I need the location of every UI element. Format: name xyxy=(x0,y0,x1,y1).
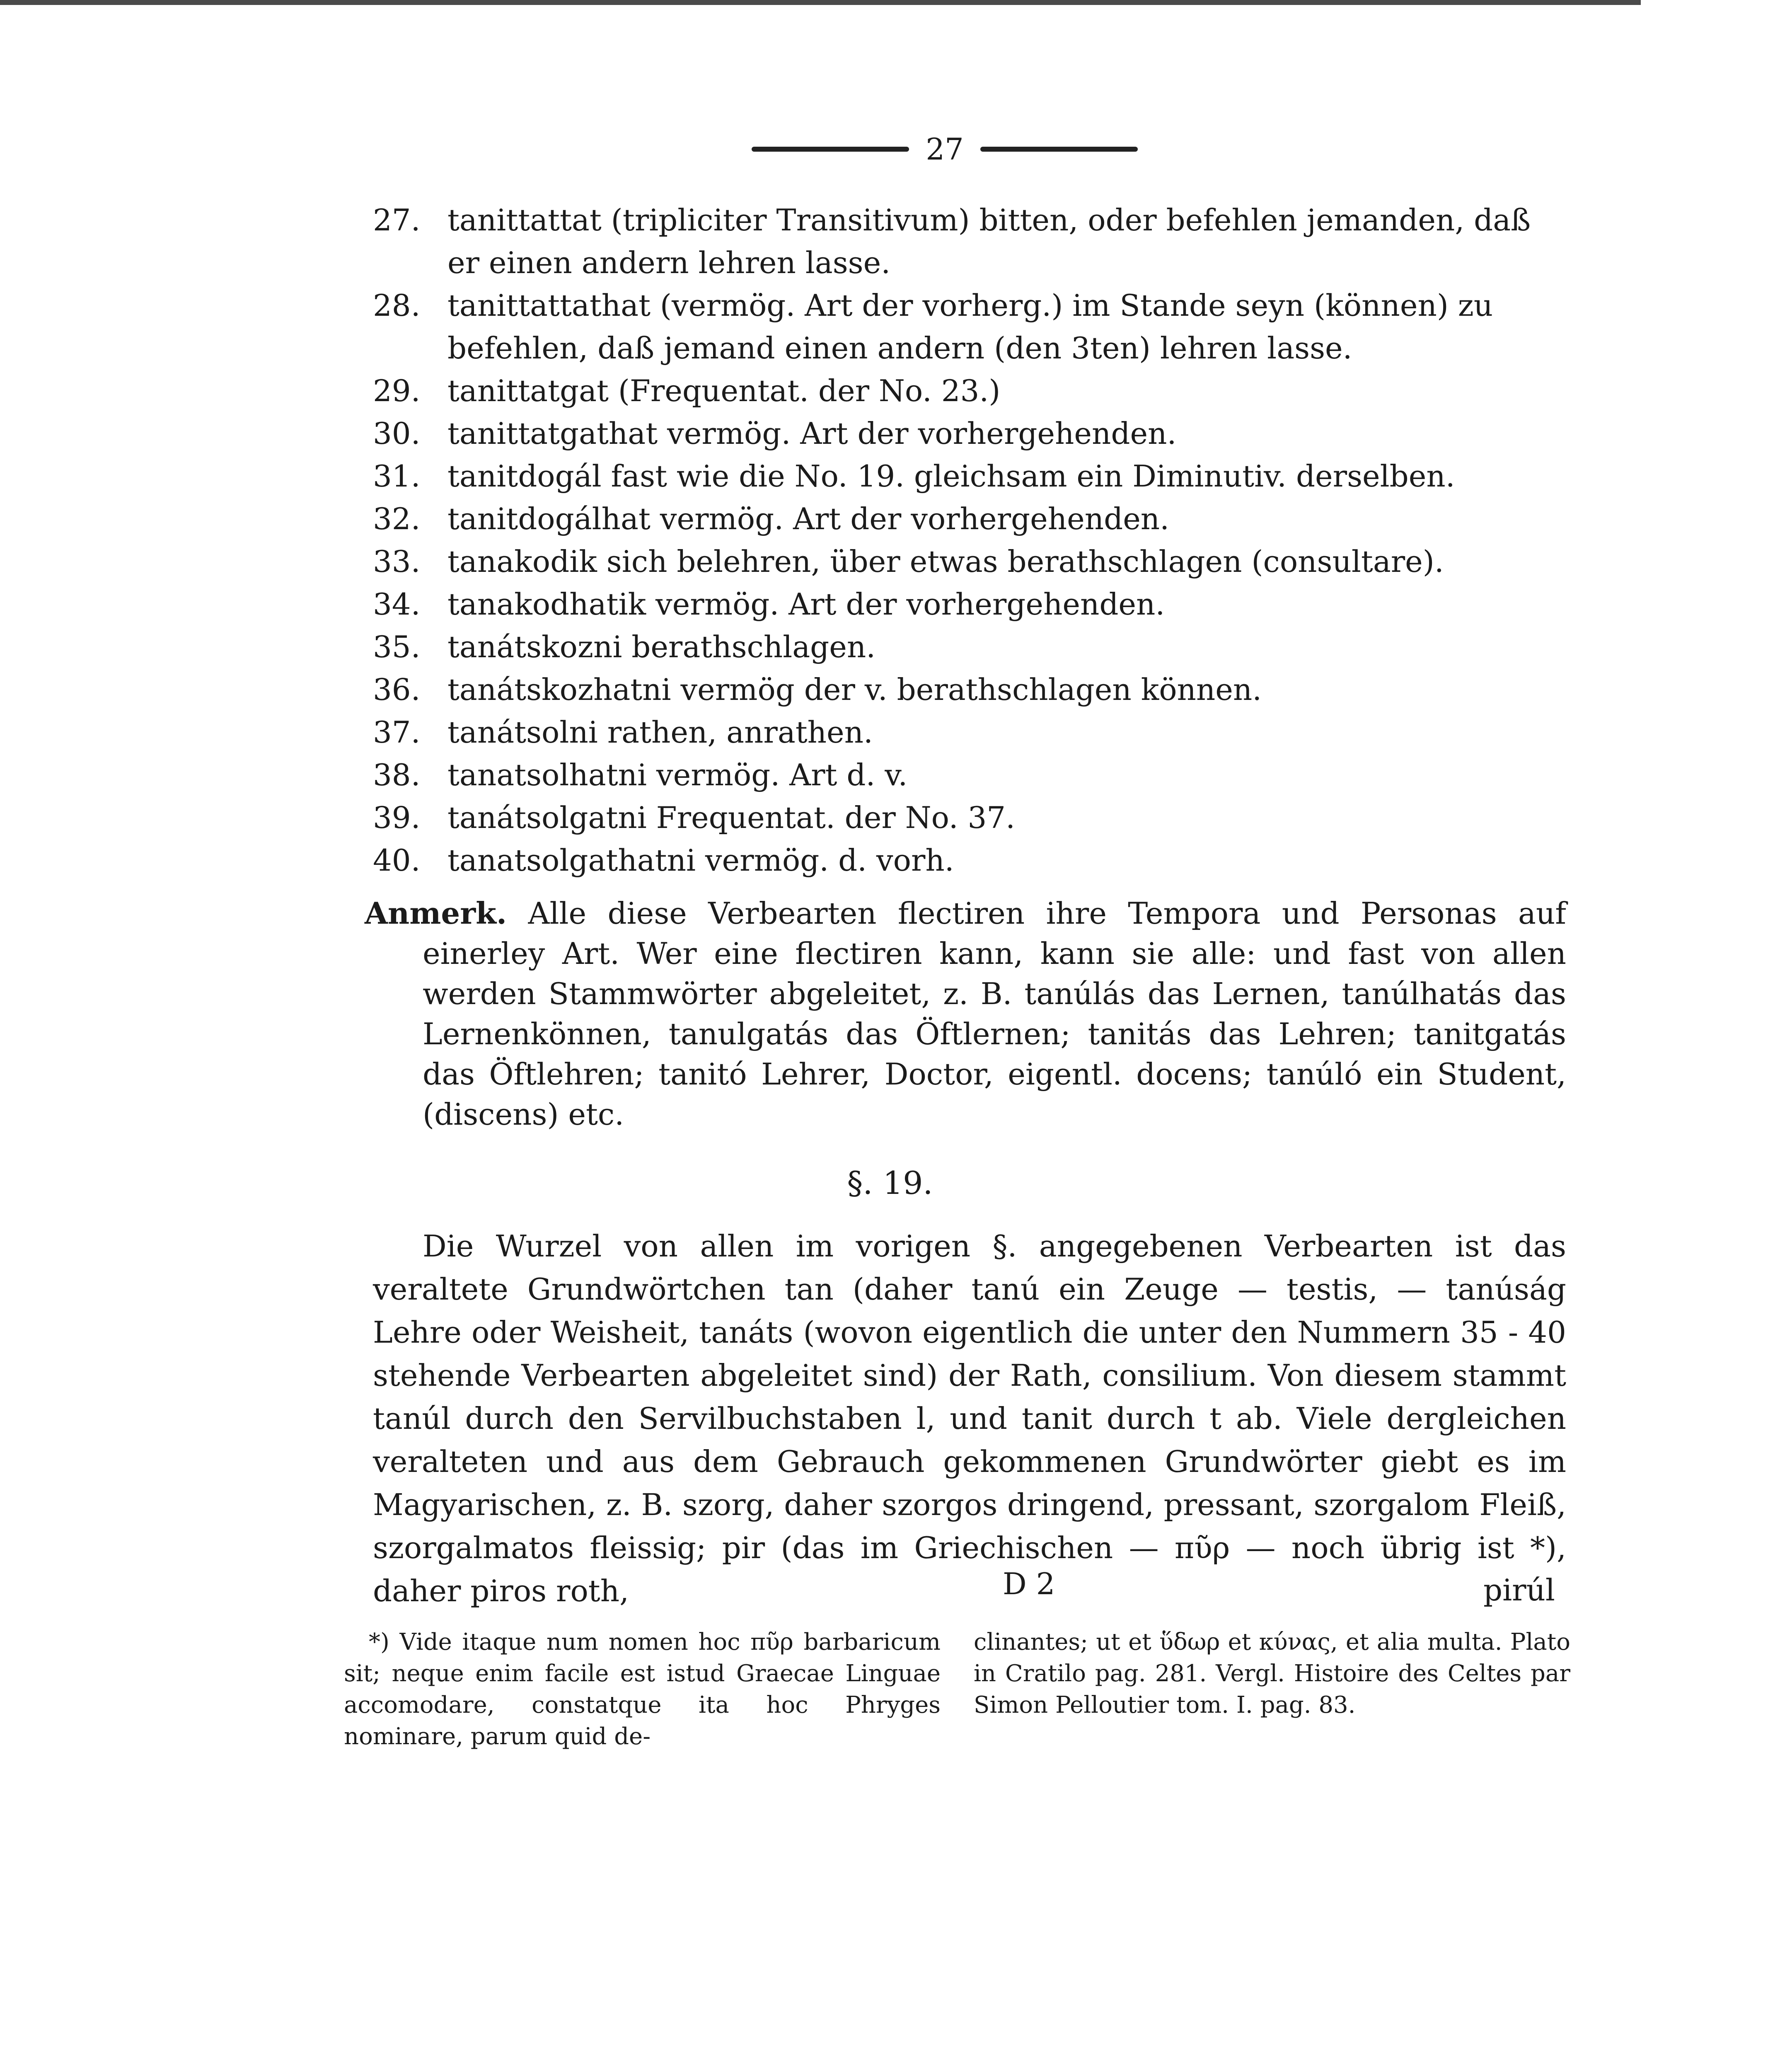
item-number: 34. xyxy=(373,587,421,622)
annotation-lead: Anmerk. xyxy=(365,896,507,931)
signature-mark: D 2 xyxy=(1003,1566,1055,1601)
item-text: tanittatgathat vermög. Art der vorhergehenden. xyxy=(447,416,1177,451)
list-item xyxy=(373,583,1566,626)
item-number: 40. xyxy=(373,843,421,878)
list-item xyxy=(373,839,1566,882)
footnotes xyxy=(344,1627,1570,1752)
item-text: tanatsolgathatni vermög. d. vorh. xyxy=(447,843,954,878)
item-text: tanitdogál fast wie die No. 19. gleichsam ein Diminutiv. derselben. xyxy=(447,459,1455,494)
item-text: tanátsolni rathen, anrathen. xyxy=(447,715,873,750)
annotation-paragraph xyxy=(365,893,1566,1135)
list-item xyxy=(373,668,1566,711)
body-paragraph xyxy=(373,1225,1566,1612)
item-text: tanátskozni berathschlagen. xyxy=(447,629,876,664)
item-text: tanatsolhatni vermög. Art d. v. xyxy=(447,758,908,792)
header-rule-right xyxy=(980,147,1138,152)
scan-top-edge xyxy=(0,0,1641,5)
catchword: pirúl xyxy=(1483,1573,1555,1607)
list-item xyxy=(373,412,1566,455)
section-heading: §. 19. xyxy=(847,1164,933,1201)
item-number: 28. xyxy=(373,288,421,323)
item-text: tanakodhatik vermög. Art der vorhergehenden. xyxy=(447,587,1165,622)
footnote-left-column: *) Vide itaque num nomen hoc πῦρ barbaricum sit; neque enim facile est istud Graecae Linguae accomodare, constatque ita hoc Phryges nominare, parum quid de- xyxy=(344,1629,941,1750)
item-text: tanátskozhatni vermög der v. berathschlagen können. xyxy=(447,672,1262,707)
item-number: 33. xyxy=(373,544,421,579)
page-number: 27 xyxy=(926,132,964,167)
header-rule-left xyxy=(752,147,909,152)
list-item xyxy=(373,498,1566,540)
item-number: 29. xyxy=(373,373,421,408)
list-item xyxy=(373,626,1566,668)
body-paragraph-text: Die Wurzel von allen im vorigen §. angegebenen Verbearten ist das veraltete Grundwörtchen tan (daher tanú ein Zeuge — testis, — tanúság Lehre oder Weisheit, tanáts (wovon eigentlich die unter den Nummern 35 - 40 stehende Verbearten abgeleitet sind) der Rath, consilium. Von diesem stammt tanúl durch den Servilbuchstaben l, und tanit durch t ab. Viele dergleichen veralteten und aus dem Gebrauch gekommenen Grundwörter giebt es im Magyarischen, z. B. szorg, daher szorgos dringend, pressant, szorgalom Fleiß, szorgalmatos fleissig; pir (das im Griechischen — πῦρ — noch übrig ist *), daher piros roth, xyxy=(373,1229,1566,1608)
item-number: 39. xyxy=(373,800,421,835)
item-text: tanitdogálhat vermög. Art der vorhergehenden. xyxy=(447,501,1170,536)
item-text: tanittattathat (vermög. Art der vorherg.) im Stande seyn (können) zu befehlen, daß jemand einen andern (den 3ten) lehren lasse. xyxy=(447,288,1493,366)
item-number: 30. xyxy=(373,416,421,451)
item-number: 31. xyxy=(373,459,421,494)
item-number: 36. xyxy=(373,672,421,707)
item-text: tanátsolgatni Frequentat. der No. 37. xyxy=(447,800,1016,835)
list-item xyxy=(373,370,1566,412)
item-number: 35. xyxy=(373,629,421,664)
item-text: tanakodik sich belehren, über etwas berathschlagen (consultare). xyxy=(447,544,1444,579)
item-number: 32. xyxy=(373,501,421,536)
list-item xyxy=(373,455,1566,498)
list-item xyxy=(373,796,1566,839)
verb-forms-list xyxy=(373,199,1566,882)
item-number: 27. xyxy=(373,203,421,237)
item-text: tanittatgat (Frequentat. der No. 23.) xyxy=(447,373,1001,408)
footnote-right-column: clinantes; ut et ὕδωρ et κύνας, et alia multa. Plato in Cratilo pag. 281. Vergl. Histoire des Celtes par Simon Pelloutier tom. I. pag. 83. xyxy=(974,1629,1570,1719)
page-header xyxy=(721,133,1168,166)
annotation-text: Alle diese Verbearten flectiren ihre Tempora und Personas auf einerley Art. Wer eine flectiren kann, kann sie alle: und fast von allen werden Stammwörter abgeleitet, z. B. tanúlás das Lernen, tanúlhatás das Lernenkönnen, tanulgatás das Öftlernen; tanitás das Lehren; tanitgatás das Öftlehren; tanitó Lehrer, Doctor, eigentl. docens; tanúló ein Student, (discens) etc. xyxy=(423,896,1566,1132)
item-text: tanittattat (tripliciter Transitivum) bitten, oder befehlen jemanden, daß er einen andern lehren lasse. xyxy=(447,203,1531,280)
list-item xyxy=(373,199,1566,284)
list-item xyxy=(373,754,1566,796)
item-number: 37. xyxy=(373,715,421,750)
item-number: 38. xyxy=(373,758,421,792)
list-item xyxy=(373,711,1566,754)
list-item xyxy=(373,540,1566,583)
list-item xyxy=(373,284,1566,370)
